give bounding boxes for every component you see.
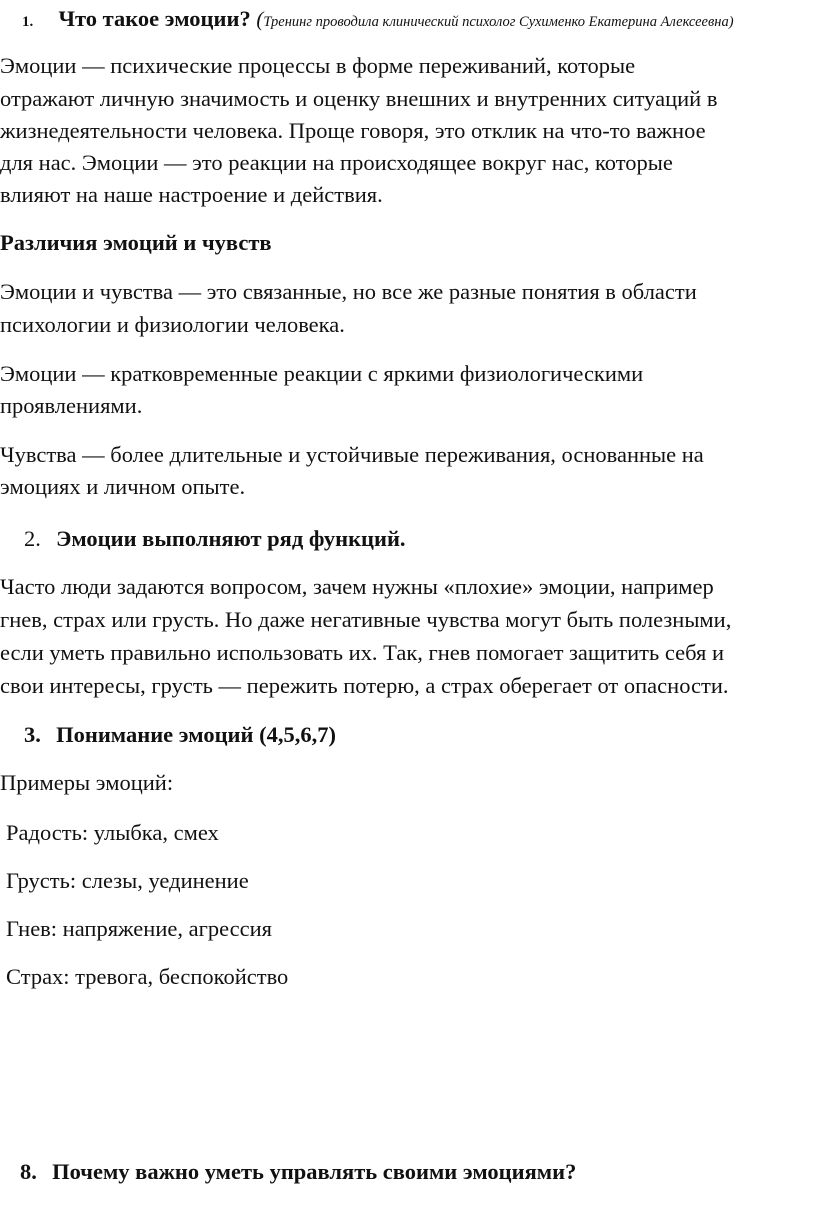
subtitle-paren: ( bbox=[256, 7, 264, 31]
section-3-number: 3. bbox=[24, 722, 41, 747]
section-1-title: Что такое эмоции? bbox=[58, 6, 251, 31]
examples-heading: Примеры эмоций: bbox=[0, 770, 174, 795]
section-1-number: 1. bbox=[22, 14, 34, 30]
paragraph-line: Эмоции — психические процессы в форме переживаний, которые bbox=[0, 53, 636, 78]
paragraph-line: для нас. Эмоции — это реакции на происходящее вокруг нас, которые bbox=[0, 150, 673, 175]
section-2-title: Эмоции выполняют ряд функций. bbox=[56, 526, 406, 551]
paragraph-line: Часто люди задаются вопросом, зачем нужны «плохие» эмоции, например bbox=[0, 574, 714, 599]
paragraph-line: Эмоции — кратковременные реакции с яркими физиологическими bbox=[0, 361, 644, 386]
paragraph-line: проявлениями. bbox=[0, 393, 143, 418]
paragraph-line: психологии и физиологии человека. bbox=[0, 312, 345, 337]
paragraph-line: если уметь правильно использовать их. Так, гнев помогает защитить себя и bbox=[0, 640, 725, 665]
paragraph-line: эмоциях и личном опыте. bbox=[0, 474, 246, 499]
paragraph-line: отражают личную значимость и оценку внешних и внутренних ситуаций в bbox=[0, 86, 718, 111]
paragraph-line: свои интересы, грусть — пережить потерю, а страх оберегает от опасности. bbox=[0, 673, 729, 698]
list-item: Радость: улыбка, смех bbox=[6, 820, 219, 845]
section-8-number: 8. bbox=[20, 1159, 37, 1184]
section-3-title: Понимание эмоций (4,5,6,7) bbox=[56, 722, 336, 747]
paragraph-line: Чувства — более длительные и устойчивые переживания, основанные на bbox=[0, 442, 704, 467]
list-item: Гнев: напряжение, агрессия bbox=[6, 916, 272, 941]
paragraph-line: гнев, страх или грусть. Но даже негативные чувства могут быть полезными, bbox=[0, 607, 732, 632]
section-8-title: Почему важно уметь управлять своими эмоциями? bbox=[52, 1159, 577, 1184]
paragraph-line: влияют на наше настроение и действия. bbox=[0, 182, 383, 207]
section-3-heading bbox=[24, 720, 336, 750]
differences-heading: Различия эмоций и чувств bbox=[0, 230, 272, 255]
paragraph-line: жизнедеятельности человека. Проще говоря, это отклик на что-то важное bbox=[0, 118, 706, 143]
list-item: Страх: тревога, беспокойство bbox=[6, 964, 289, 989]
section-2-number: 2. bbox=[24, 526, 41, 551]
paragraph-line: Эмоции и чувства — это связанные, но все же разные понятия в области bbox=[0, 279, 697, 304]
section-1-subtitle: Тренинг проводила клинический психолог Сухименко Екатерина Алексеевна) bbox=[263, 14, 734, 30]
section-2-heading bbox=[24, 524, 406, 554]
section-1-heading bbox=[22, 4, 734, 37]
list-item: Грусть: слезы, уединение bbox=[6, 868, 249, 893]
section-8-heading bbox=[20, 1157, 576, 1187]
